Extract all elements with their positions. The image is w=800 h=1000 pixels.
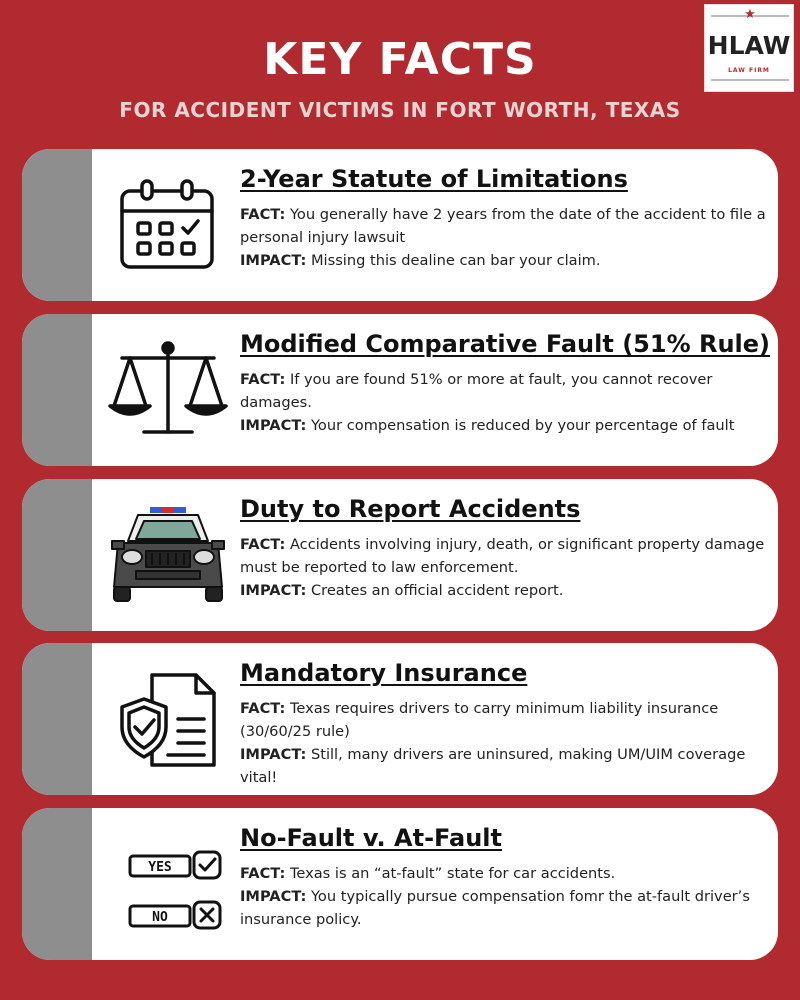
fact-text: Accidents involving injury, death, or significant property damage must be reported to law enforcement. — [240, 536, 765, 576]
card-stripe — [22, 643, 92, 795]
card-stripe — [22, 808, 92, 960]
fact-title: Modified Comparative Fault (51% Rule) — [240, 330, 771, 358]
fact-title: Duty to Report Accidents — [240, 495, 581, 523]
impact-text: You typically pursue compensation fomr the at-fault driver’s insurance policy. — [240, 888, 750, 928]
yes-label: YES — [148, 860, 172, 875]
impact-text: Missing this dealine can bar your claim. — [310, 252, 601, 269]
fact-text: Texas is an “at-fault” state for car accidents. — [289, 865, 616, 882]
fact-card-no-fault — [22, 808, 778, 960]
logo-name: HLAW — [707, 31, 791, 60]
card-stripe — [22, 314, 92, 466]
texas-icon: ★ — [744, 7, 756, 22]
logo-bottom-rule — [711, 79, 789, 81]
fact-card-report-accidents — [22, 479, 778, 631]
fact-title: No-Fault v. At-Fault — [240, 824, 502, 852]
fact-label: FACT: — [240, 206, 286, 223]
fact-title: 2-Year Statute of Limitations — [240, 165, 628, 193]
fact-card-statute — [22, 149, 778, 301]
fact-label: FACT: — [240, 371, 286, 388]
fact-title: Mandatory Insurance — [240, 659, 528, 687]
calendar-icon — [108, 171, 228, 281]
impact-label: IMPACT: — [240, 746, 307, 763]
fact-body — [240, 203, 768, 272]
fact-body — [240, 533, 768, 602]
no-label: NO — [152, 910, 168, 925]
fact-text: Texas requires drivers to carry minimum liability insurance (30/60/25 rule) — [240, 700, 719, 740]
insurance-document-icon — [108, 665, 228, 775]
fact-label: FACT: — [240, 700, 286, 717]
fact-text: If you are found 51% or more at fault, you cannot recover damages. — [240, 371, 713, 411]
scales-of-justice-icon — [108, 336, 228, 446]
logo-tagline: LAW FIRM — [728, 67, 770, 74]
card-stripe — [22, 149, 92, 301]
impact-label: IMPACT: — [240, 252, 307, 269]
impact-label: IMPACT: — [240, 888, 307, 905]
fact-body — [240, 368, 768, 437]
fact-label: FACT: — [240, 536, 286, 553]
fact-text: You generally have 2 years from the date of the accident to file a personal injury lawsuit — [240, 206, 766, 246]
page-title: KEY FACTS — [263, 34, 537, 85]
fact-label: FACT: — [240, 865, 286, 882]
fact-body — [240, 697, 768, 789]
impact-text: Creates an official accident report. — [310, 582, 564, 599]
impact-label: IMPACT: — [240, 582, 307, 599]
yes-no-checkbox-icon — [108, 830, 228, 940]
impact-text: Your compensation is reduced by your percentage of fault — [310, 417, 735, 434]
fact-card-comparative-fault — [22, 314, 778, 466]
impact-label: IMPACT: — [240, 417, 307, 434]
fact-body — [240, 862, 768, 931]
fact-card-mandatory-insurance — [22, 643, 778, 795]
card-stripe — [22, 479, 92, 631]
page-subtitle: FOR ACCIDENT VICTIMS IN FORT WORTH, TEXAS — [119, 98, 681, 122]
hlaw-logo — [704, 4, 794, 92]
police-car-icon — [108, 501, 228, 611]
impact-text: Still, many drivers are uninsured, making UM/UIM coverage vital! — [240, 746, 746, 786]
